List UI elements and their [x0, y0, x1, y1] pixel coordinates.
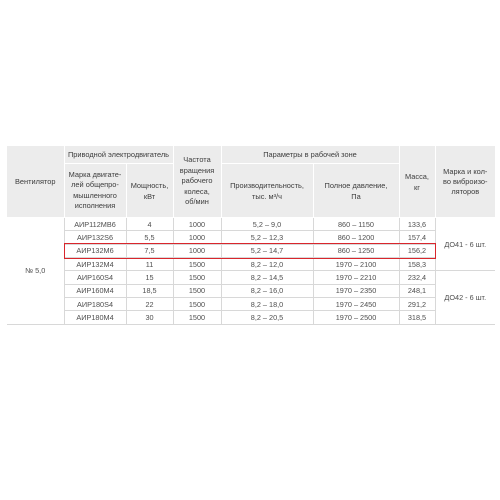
table-row — [7, 218, 495, 231]
cell-power: 18,5 — [126, 284, 173, 297]
cell-flow: 5,2 – 12,3 — [221, 231, 313, 244]
cell-power: 7,5 — [126, 244, 173, 257]
cell-speed: 1000 — [173, 244, 221, 257]
vibro-group-1: ДО41 - 6 шт. — [435, 218, 495, 271]
header-drive-group: Приводной электродвигатель — [64, 146, 173, 164]
cell-pressure: 1970 – 2500 — [313, 311, 399, 324]
cell-flow: 5,2 – 9,0 — [221, 218, 313, 231]
cell-mass: 248,1 — [399, 284, 435, 297]
cell-speed: 1500 — [173, 271, 221, 284]
cell-mass: 157,4 — [399, 231, 435, 244]
cell-power: 15 — [126, 271, 173, 284]
cell-flow: 5,2 – 14,7 — [221, 244, 313, 257]
table-row — [7, 311, 495, 324]
table-row — [7, 231, 495, 244]
cell-flow: 8,2 – 20,5 — [221, 311, 313, 324]
header-params-group: Параметры в рабочей зоне — [221, 146, 399, 164]
cell-mass: 158,3 — [399, 258, 435, 271]
cell-power: 4 — [126, 218, 173, 231]
header-fan: Вентилятор — [7, 146, 64, 218]
header-motor-brand: Марка двигате- лей общепро- мышленного исполнения — [64, 164, 126, 218]
header-mass: Масса, кг — [399, 146, 435, 218]
cell-pressure: 860 – 1200 — [313, 231, 399, 244]
cell-mass: 232,4 — [399, 271, 435, 284]
cell-pressure: 1970 – 2450 — [313, 298, 399, 311]
cell-mass: 318,5 — [399, 311, 435, 324]
table-row-highlighted — [7, 244, 495, 257]
cell-mass: 156,2 — [399, 244, 435, 257]
cell-brand: АИР112МВ6 — [64, 218, 126, 231]
header-flow: Производительность, тыс. м³/ч — [221, 164, 313, 218]
cell-brand: АИР132М4 — [64, 258, 126, 271]
cell-brand: АИР132М6 — [64, 244, 126, 257]
cell-pressure: 860 – 1150 — [313, 218, 399, 231]
cell-speed: 1500 — [173, 258, 221, 271]
header-pressure: Полное давление, Па — [313, 164, 399, 218]
cell-power: 11 — [126, 258, 173, 271]
vibro-group-2: ДО42 - 6 шт. — [435, 271, 495, 324]
cell-brand: АИР180М4 — [64, 311, 126, 324]
table-row — [7, 298, 495, 311]
cell-speed: 1500 — [173, 298, 221, 311]
fan-spec-table — [7, 146, 495, 325]
cell-power: 30 — [126, 311, 173, 324]
cell-speed: 1500 — [173, 284, 221, 297]
cell-speed: 1500 — [173, 311, 221, 324]
cell-pressure: 1970 – 2210 — [313, 271, 399, 284]
cell-power: 5,5 — [126, 231, 173, 244]
cell-power: 22 — [126, 298, 173, 311]
cell-pressure: 1970 – 2100 — [313, 258, 399, 271]
cell-pressure: 1970 – 2350 — [313, 284, 399, 297]
fan-number-cell: № 5,0 — [7, 218, 64, 325]
cell-mass: 291,2 — [399, 298, 435, 311]
cell-flow: 8,2 – 14,5 — [221, 271, 313, 284]
cell-brand: АИР160М4 — [64, 284, 126, 297]
cell-mass: 133,6 — [399, 218, 435, 231]
cell-speed: 1000 — [173, 218, 221, 231]
header-vibro: Марка и кол- во виброизо- ляторов — [435, 146, 495, 218]
cell-flow: 8,2 – 18,0 — [221, 298, 313, 311]
cell-brand: АИР160S4 — [64, 271, 126, 284]
header-speed: Частота вращения рабочего колеса, об/мин — [173, 146, 221, 218]
cell-flow: 8,2 – 12,0 — [221, 258, 313, 271]
table-row — [7, 258, 495, 271]
cell-flow: 8,2 – 16,0 — [221, 284, 313, 297]
cell-brand: АИР132S6 — [64, 231, 126, 244]
cell-speed: 1000 — [173, 231, 221, 244]
table-row — [7, 271, 495, 284]
cell-brand: АИР180S4 — [64, 298, 126, 311]
cell-pressure: 860 – 1250 — [313, 244, 399, 257]
table-row — [7, 284, 495, 297]
header-power: Мощность, кВт — [126, 164, 173, 218]
spec-table-container — [7, 146, 495, 325]
